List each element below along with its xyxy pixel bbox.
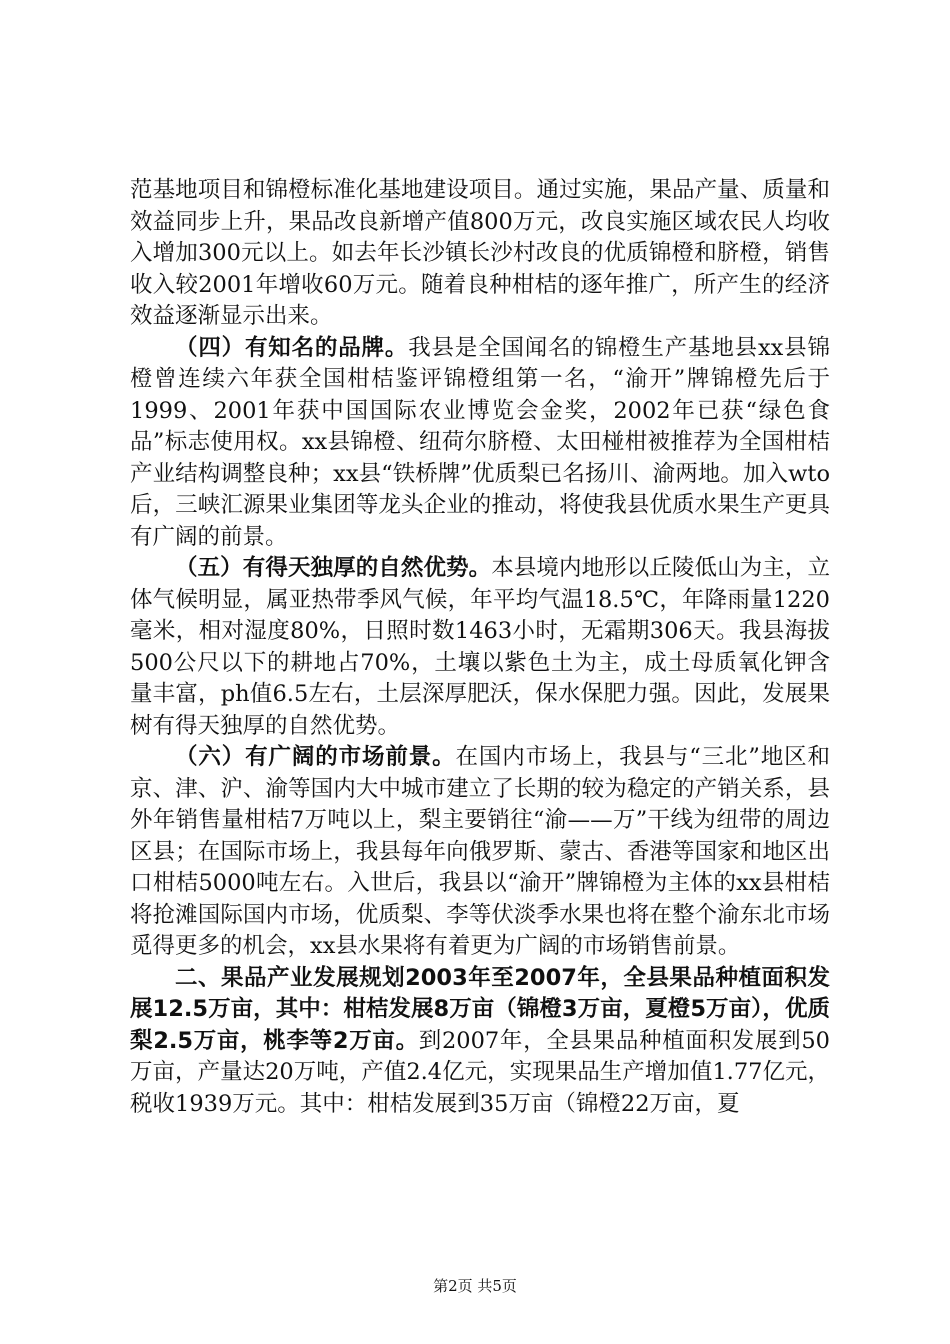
- paragraph-4: [130, 742, 830, 963]
- paragraph-5: [130, 963, 830, 1121]
- paragraph-5-text: 到2007年，全县果品种植面积发展到50万亩，产量达20万吨，产值2.4亿元，实现果品生产增加值1.77亿元，税收1939万元。其中：柑桔发展到35万亩（锦橙22万亩，夏: [130, 1027, 830, 1117]
- paragraph-4-heading: （六）有广阔的市场前景。: [175, 744, 456, 770]
- paragraph-3: [130, 553, 830, 742]
- paragraph-1: [130, 175, 830, 333]
- paragraph-3-heading: （五）有得天独厚的自然优势。: [175, 555, 492, 581]
- paragraph-2-text: 我县是全国闻名的锦橙生产基地县xx县锦橙曾连续六年获全国柑桔鉴评锦橙组第一名，“渝开”牌锦橙先后于1999、2001年获中国国际农业博览会金奖，2002年已获“绿色食品”标志使用权。xx县锦橙、纽荷尔脐橙、太田椪柑被推荐为全国柑桔产业结构调整良种；xx县“铁桥牌”优质梨已名扬川、渝两地。加入wto后，三峡汇源果业集团等龙头企业的推动，将使我县优质水果生产更具有广阔的前景。: [130, 334, 830, 550]
- document-body: [130, 175, 830, 1120]
- paragraph-5-heading: 二、果品产业发展规划2003年至2007年，全县果品种植面积发展12.5万亩，其中：柑桔发展8万亩（锦橙3万亩，夏橙5万亩），优质梨2.5万亩，桃李等2万亩。: [130, 964, 830, 1054]
- paragraph-3-text: 本县境内地形以丘陵低山为主，立体气候明显，属亚热带季风气候，年平均气温18.5℃，年降雨量1220毫米，相对湿度80%，日照时数1463小时，无霜期306天。我县海拔500公尺以下的耕地占70%，土壤以紫色土为主，成土母质氧化钾含量丰富，ph值6.5左右，土层深厚肥沃，保水保肥力强。因此，发展果树有得天独厚的自然优势。: [130, 555, 830, 739]
- paragraph-2: [130, 333, 830, 554]
- page-footer: 第2页 共5页: [433, 1277, 517, 1295]
- paragraph-1-text: 范基地项目和锦橙标准化基地建设项目。通过实施，果品产量、质量和效益同步上升，果品改良新增产值800万元，改良实施区域农民人均收入增加300元以上。如去年长沙镇长沙村改良的优质锦橙和脐橙，销售收入较2001年增收60万元。随着良种柑桔的逐年推广，所产生的经济效益逐渐显示出来。: [130, 177, 830, 329]
- paragraph-2-heading: （四）有知名的品牌。: [175, 334, 409, 361]
- paragraph-4-text: 在国内市场上，我县与“三北”地区和京、津、沪、渝等国内大中城市建立了长期的较为稳定的产销关系，县外年销售量柑桔7万吨以上，梨主要销往“渝——万”干线为纽带的周边区县；在国际市场上，我县每年向俄罗斯、蒙古、香港等国家和地区出口柑桔5000吨左右。入世后，我县以“渝开”牌锦橙为主体的xx县柑桔将抢滩国际国内市场，优质梨、李等伏淡季水果也将在整个渝东北市场觅得更多的机会，xx县水果将有着更为广阔的市场销售前景。: [130, 744, 830, 959]
